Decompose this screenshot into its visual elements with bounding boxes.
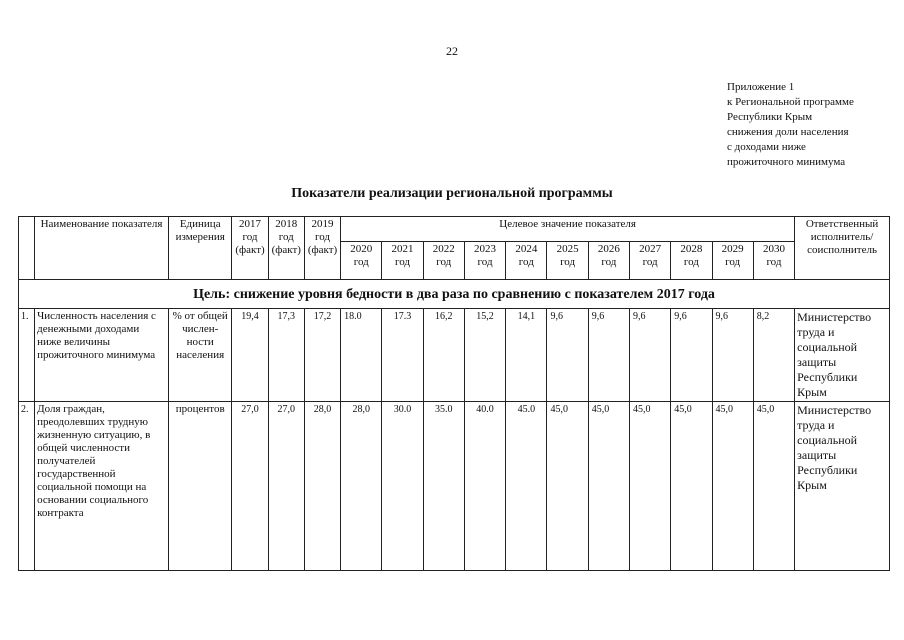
appendix-line: Приложение 1 xyxy=(727,81,795,93)
header-year: 2026 xyxy=(597,243,620,255)
target-value: 45,0 xyxy=(671,402,712,571)
fact-value: 19,4 xyxy=(232,309,268,402)
header-target-year xyxy=(506,242,547,280)
header-year-note: год xyxy=(477,256,493,268)
target-value: 8,2 xyxy=(753,309,794,402)
fact-value: 17,2 xyxy=(304,309,340,402)
target-value: 45,0 xyxy=(547,402,588,571)
header-year-note: год (факт) xyxy=(271,231,301,256)
header-year: 2021 xyxy=(391,243,414,255)
header-year-note: год xyxy=(601,256,617,268)
responsible-executor: Министерство труда и социальной защиты Республики Крым xyxy=(795,402,890,571)
target-value: 9,6 xyxy=(588,309,629,402)
header-target-year xyxy=(629,242,670,280)
header-target-year xyxy=(588,242,629,280)
header-year-note: год xyxy=(353,256,369,268)
header-unit: Единица измерения xyxy=(169,217,232,280)
target-value: 40.0 xyxy=(464,402,505,571)
fact-value: 17,3 xyxy=(268,309,304,402)
header-year-note: год xyxy=(683,256,699,268)
header-target-year xyxy=(547,242,588,280)
target-value: 28,0 xyxy=(341,402,382,571)
appendix-line: к Региональной программе xyxy=(727,96,854,108)
header-year: 2022 xyxy=(432,243,455,255)
header-year: 2020 xyxy=(350,243,373,255)
responsible-executor: Министерство труда и социальной защиты Республики Крым xyxy=(795,309,890,402)
header-target-year xyxy=(382,242,423,280)
header-year: 2018 xyxy=(275,218,298,230)
header-year-note: год (факт) xyxy=(307,231,338,256)
header-fact-year xyxy=(304,217,340,280)
target-value: 45.0 xyxy=(506,402,547,571)
header-target-year xyxy=(423,242,464,280)
header-year: 2023 xyxy=(474,243,497,255)
header-target-year xyxy=(671,242,712,280)
header-year: 2019 xyxy=(311,218,334,230)
target-value: 45,0 xyxy=(753,402,794,571)
appendix-line: снижения доли населения xyxy=(727,126,849,138)
header-year-note: год xyxy=(642,256,658,268)
target-value: 16,2 xyxy=(423,309,464,402)
indicator-unit: % от общей числен-ности населения xyxy=(169,309,232,402)
target-value: 14,1 xyxy=(506,309,547,402)
fact-value: 27,0 xyxy=(268,402,304,571)
header-year: 2027 xyxy=(639,243,662,255)
row-number: 2. xyxy=(19,402,35,571)
header-target-year xyxy=(341,242,382,280)
header-year-note: год xyxy=(436,256,452,268)
header-year: 2029 xyxy=(721,243,744,255)
target-value: 45,0 xyxy=(712,402,753,571)
fact-value: 27,0 xyxy=(232,402,268,571)
header-year: 2025 xyxy=(556,243,579,255)
header-year: 2017 xyxy=(239,218,262,230)
header-year-note: год xyxy=(395,256,411,268)
target-value: 15,2 xyxy=(464,309,505,402)
target-value: 9,6 xyxy=(547,309,588,402)
fact-value: 28,0 xyxy=(304,402,340,571)
header-year-note: год xyxy=(560,256,576,268)
header-target-year xyxy=(753,242,794,280)
target-value: 9,6 xyxy=(671,309,712,402)
header-fact-year xyxy=(232,217,268,280)
header-year: 2030 xyxy=(762,243,785,255)
target-value: 45,0 xyxy=(588,402,629,571)
header-year-note: год (факт) xyxy=(235,231,265,256)
page-number: 22 xyxy=(446,44,458,58)
header-target-year xyxy=(464,242,505,280)
target-value: 17.3 xyxy=(382,309,423,402)
appendix-line: прожиточного минимума xyxy=(727,156,846,168)
header-year: 2024 xyxy=(515,243,538,255)
header-year: 2028 xyxy=(680,243,703,255)
goal-row: Цель: снижение уровня бедности в два раза по сравнению с показателем 2017 года xyxy=(19,280,890,309)
target-value: 9,6 xyxy=(629,309,670,402)
table-row xyxy=(19,402,890,571)
header-target-group: Целевое значение показателя xyxy=(341,217,795,242)
target-value: 18.0 xyxy=(341,309,382,402)
indicator-name: Численность населения с денежными доходами ниже величины прожиточного минимума xyxy=(35,309,169,402)
header-fact-year xyxy=(268,217,304,280)
appendix-line: с доходами ниже xyxy=(727,141,806,153)
table-title: Показатели реализации региональной программы xyxy=(291,186,613,201)
indicators-table xyxy=(18,216,890,571)
header-responsible: Ответственный исполнитель/ соисполнитель xyxy=(795,217,890,280)
header-num-cell xyxy=(19,217,35,280)
header-year-note: год xyxy=(725,256,741,268)
indicator-unit: процентов xyxy=(169,402,232,571)
header-name: Наименование показателя xyxy=(35,217,169,280)
row-number: 1. xyxy=(19,309,35,402)
target-value: 45,0 xyxy=(629,402,670,571)
appendix-note xyxy=(727,80,897,170)
table-row xyxy=(19,309,890,402)
header-year-note: год xyxy=(518,256,534,268)
target-value: 30.0 xyxy=(382,402,423,571)
header-target-year xyxy=(712,242,753,280)
target-value: 35.0 xyxy=(423,402,464,571)
appendix-line: Республики Крым xyxy=(727,111,813,123)
indicator-name: Доля граждан, преодолевших трудную жизненную ситуацию, в общей численности получателей государственной социальной помощи на основании социального контракта xyxy=(35,402,169,571)
target-value: 9,6 xyxy=(712,309,753,402)
header-year-note: год xyxy=(766,256,782,268)
